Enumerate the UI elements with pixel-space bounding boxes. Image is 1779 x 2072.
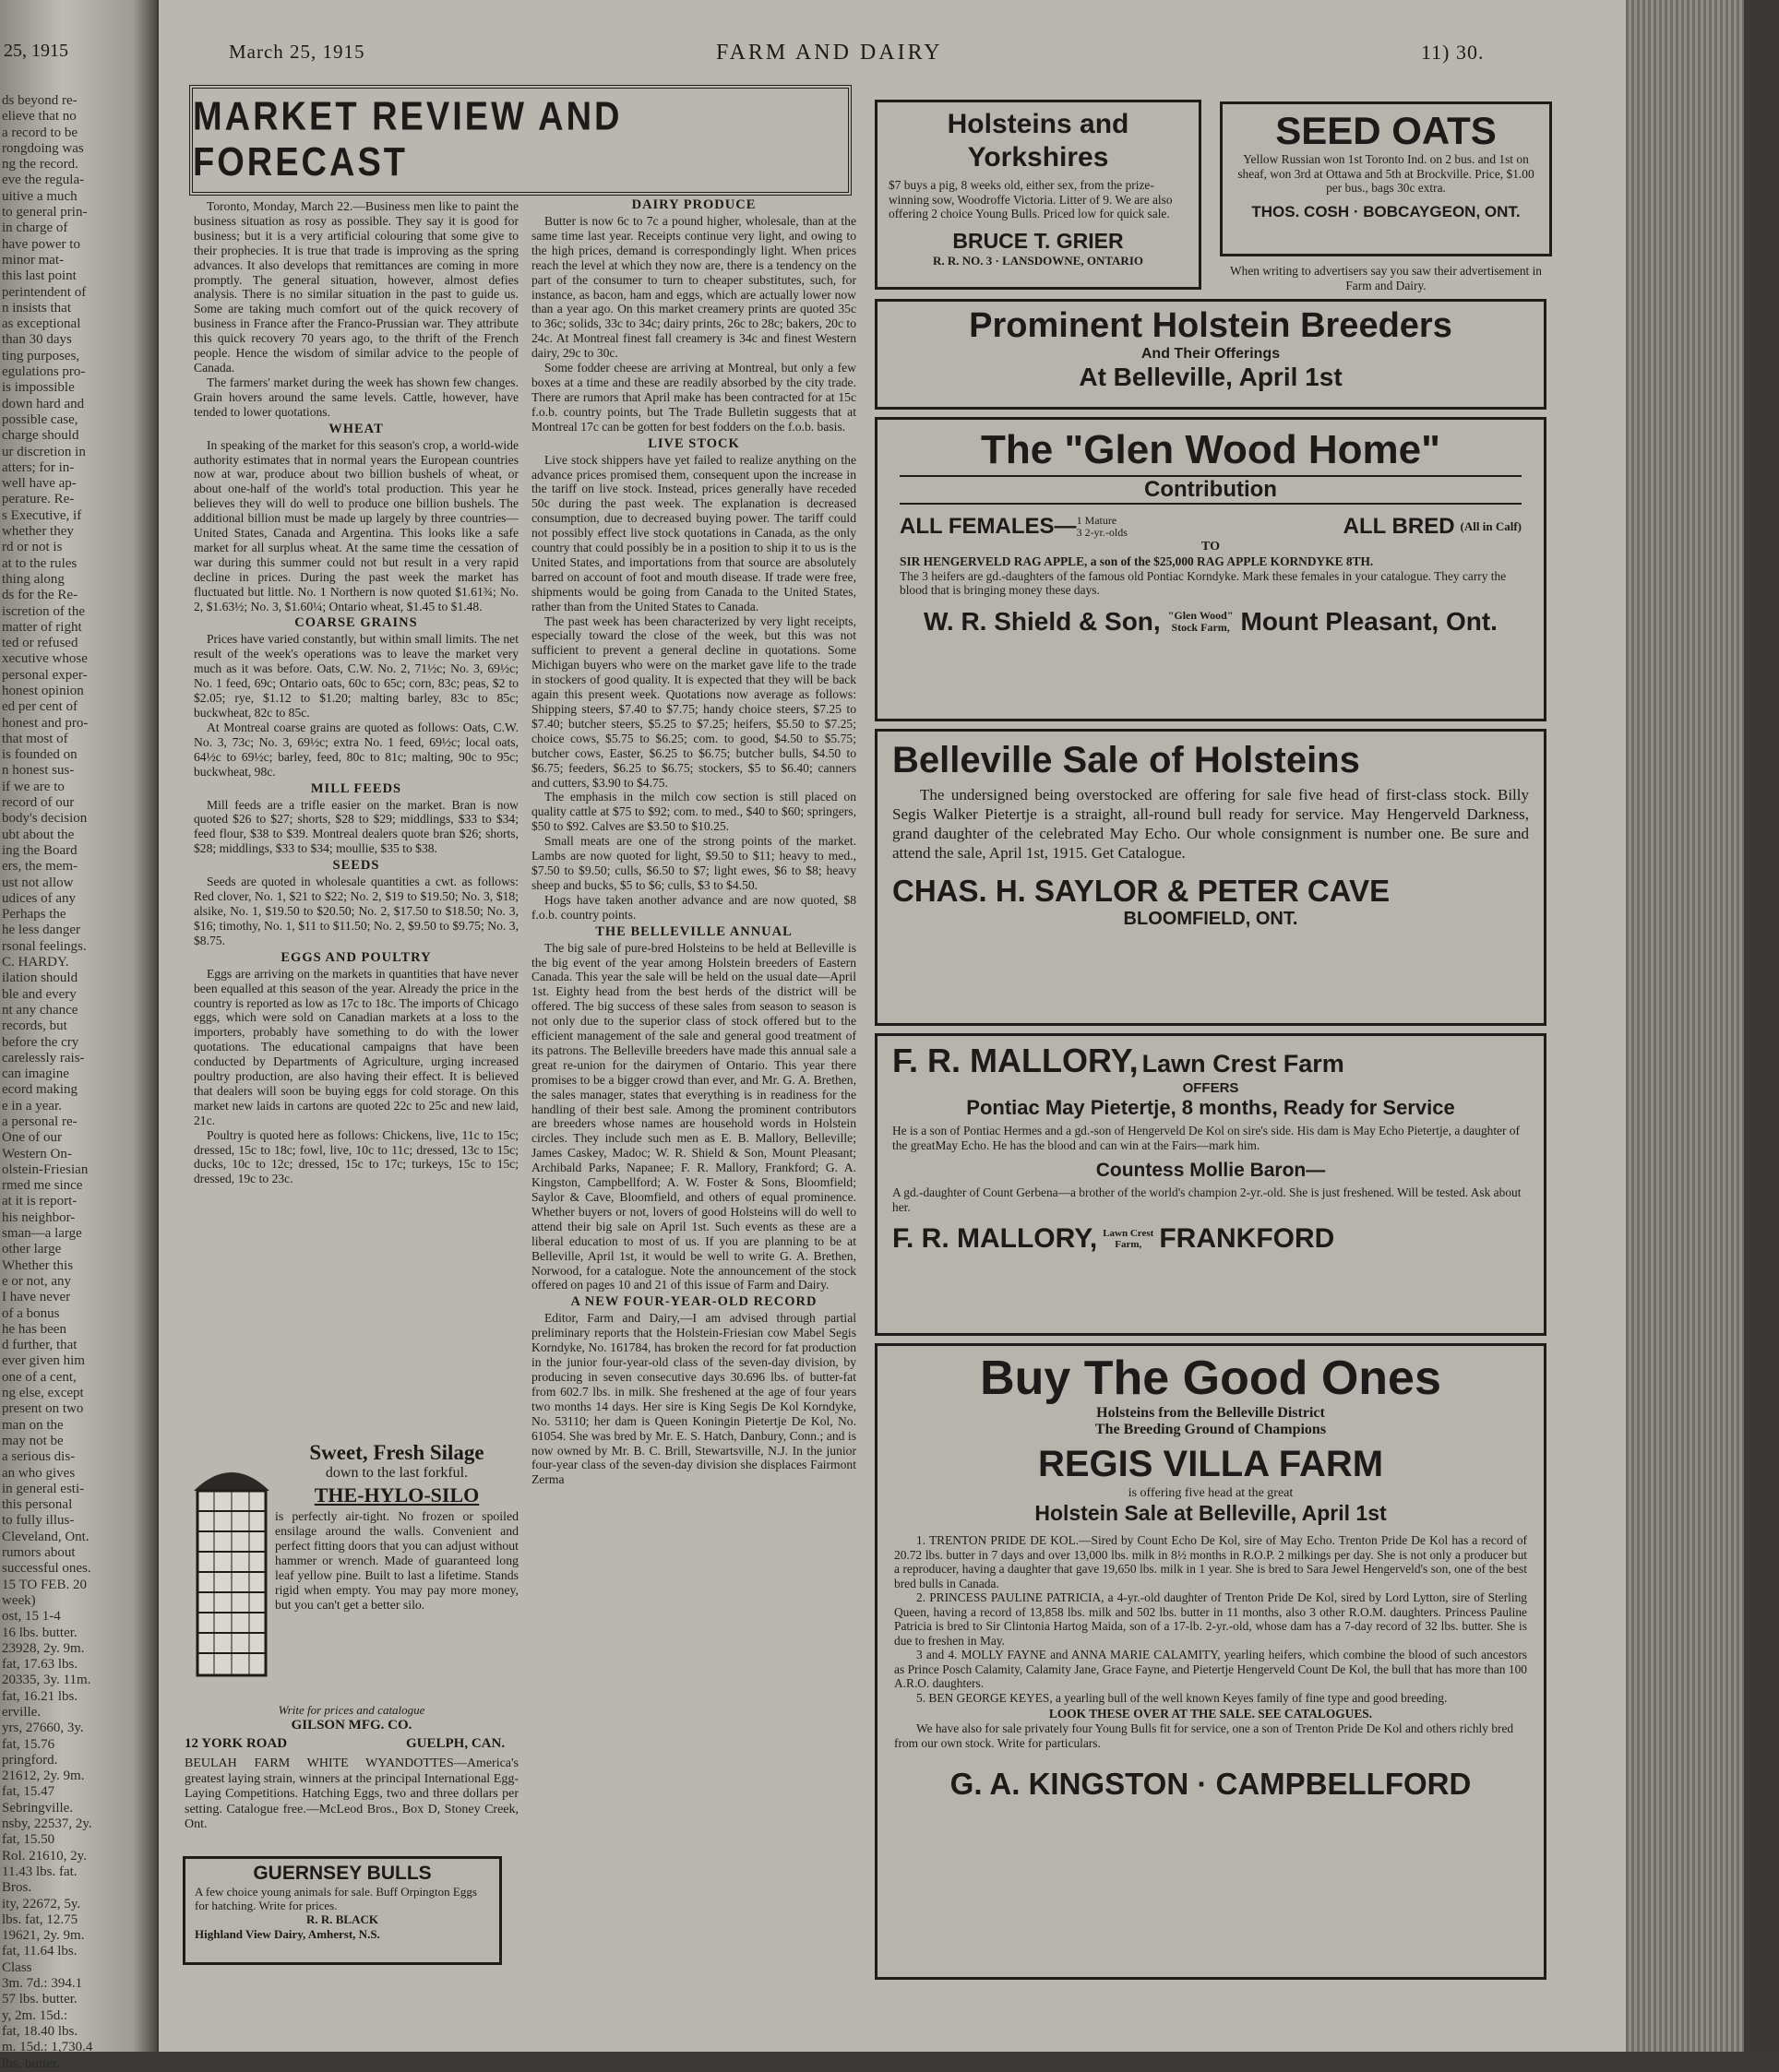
spine-fragment-line: in charge of <box>2 220 68 236</box>
seed-oats-ad <box>1220 101 1552 256</box>
four-year-record-heading: A NEW FOUR-YEAR-OLD RECORD <box>570 1294 818 1310</box>
market-column-2 <box>531 196 856 1944</box>
dairy-paragraph: Some fodder cheese are arriving at Montreal, but only a few boxes at a time and these are readily absorbed by the city trade. There are rumors that April make has been contracted for at 15c f.o.b. country points, but The Trade Bulletin suggests that at Montreal 17c can be gotten for best fodders on the f.o.b. basis. <box>531 361 856 434</box>
seed-oats-title: SEED OATS <box>1275 109 1497 152</box>
spine-fragment-line: ur discretion in <box>2 444 86 459</box>
mature-count: 1 Mature <box>1076 514 1117 527</box>
header-date: March 25, 1915 <box>229 41 365 63</box>
glen-wood-title: The "Glen Wood Home" <box>980 427 1441 472</box>
spine-fragment-line: carelessly rais- <box>2 1050 85 1066</box>
spine-fragment-line: udices of any <box>2 890 76 906</box>
spine-fragment-line: 16 lbs. butter. <box>2 1625 78 1640</box>
spine-fragment-line: 57 lbs. butter. <box>2 1992 78 2007</box>
silo-illustration <box>186 1454 277 1685</box>
spine-fragment-line: of a bonus <box>2 1305 60 1321</box>
hylo-silo-brand: THE-HYLO-SILO <box>314 1483 480 1506</box>
mallory-title: F. R. MALLORY, <box>892 1042 1139 1079</box>
spine-fragment-line: ds beyond re- <box>2 93 78 108</box>
grier-body: $7 buys a pig, 8 weeks old, either sex, from the prize-winning sow, Woodroffe Victoria. Litter of 9. We are also offering 2 choice Young Bulls. Priced low for quick sale. <box>889 178 1173 220</box>
spine-fragment-line: Whether this <box>2 1257 74 1273</box>
mill-feeds-paragraph: Mill feeds are a trifle easier on the market. Bran is now quoted $26 to $27; shorts, $28 to $29; middlings, $33 to $34; feed flour, $38 to $39. Montreal dealers quote bran $26; shorts, $28; middlings, $33 to $34; moullie, $35 to $38. <box>194 797 519 856</box>
spine-fragment-line: thing along <box>2 571 65 587</box>
live-stock-paragraph: Small meats are one of the strong points of the market. Lambs are now quoted for light, $9.50 to $11; heavy to med., $7.50 to $9.50; culls, $6.50 to $7; light ewes, $6 to $8; heavy sheep and bucks, $5 to $6; culls, $3 to $4.50. <box>531 834 856 892</box>
live-stock-paragraph: The past week has been characterized by very light receipts, especially toward the close of the week, but this was not sufficient to prevent a general decline in quotations. Some Michigan buyers who were on the market gave life to the trade in stockers of good quality. It is expected that they will be back again this present week. Quotations now average as follows: Shipping steers, $7.40 to $7.75; handy choice steers, $7.25 to $7.40; butcher steers, $5.25 to $7.25; heifers, $5.50 to $7.25; choice cows, $5.75 to $6.25; com. to good, $4.50 to $5.75; butcher cows, Easter, $6.25 to $6.75; butcher bulls, $4.50 to $6.75; feeders, $6.25 to $6.75; stockers, $5 to $6.40; canners and cutters, $3.90 to $4.75. <box>531 613 856 790</box>
book-edge <box>1744 0 1779 2052</box>
silage-headline: Sweet, Fresh Silage <box>309 1441 484 1464</box>
glen-wood-sire: SIR HENGERVELD RAG APPLE, a son of the $25,000 RAG APPLE KORNDYKE 8TH. <box>900 554 1374 568</box>
spine-fragment-line: present on two <box>2 1401 84 1417</box>
spine-fragment-line: 15 TO FEB. 20 <box>2 1577 87 1592</box>
spine-fragment-line: atters; for in- <box>2 459 75 475</box>
grier-title: Holsteins and Yorkshires <box>947 109 1129 173</box>
spine-fragment-line: this personal <box>2 1497 73 1513</box>
spine-fragment-line: perintendent of <box>2 284 87 300</box>
header-title: FARM AND DAIRY <box>716 41 943 65</box>
kingston-subtitle-1: Holsteins from the Belleville District <box>1096 1405 1325 1421</box>
guernsey-name: R. R. BLACK <box>305 1912 378 1926</box>
shield-place: Mount Pleasant, Ont. <box>1240 606 1498 636</box>
spine-fragment-line: can imagine <box>2 1066 69 1082</box>
spine-fragment-line: Rol. 21610, 2y. <box>2 1848 87 1864</box>
belleville-annual-heading: THE BELLEVILLE ANNUAL <box>595 923 793 939</box>
spine-fragment-line: rsonal feelings. <box>2 938 87 954</box>
coarse-grains-paragraph: Prices have varied constantly, but within small limits. The net result of the week's operations was to leave the market very much as it was before. Oats, C.W. No. 2, 71½c; No. 3, 69½c; No. 1 feed, 69c; Ontario oats, 60c to 65c; corn, 83c; peas, $2 to $2.05; rye, $1.12 to $1.20; malting barley, 83c to 85c; buckwheat, 82c to 85c. <box>194 632 519 720</box>
spine-fragment-line: ever given him <box>2 1353 85 1369</box>
grier-name: BRUCE T. GRIER <box>952 228 1124 253</box>
guernsey-bulls-ad <box>183 1856 502 1965</box>
gilson-city: GUELPH, CAN. <box>406 1736 506 1751</box>
spine-fragment-line: Class <box>2 1959 32 1975</box>
eggs-poultry-heading: EGGS AND POULTRY <box>281 949 432 965</box>
spine-fragment-line: rmed me since <box>2 1178 83 1194</box>
spine-fragment-line: rumors about <box>2 1545 76 1561</box>
coarse-grains-heading: COARSE GRAINS <box>294 615 418 631</box>
farm-small: Farm, <box>1115 1239 1142 1250</box>
spine-fragment-line: ubt about the <box>2 827 75 842</box>
spine-fragment-line: his neighbor- <box>2 1209 76 1225</box>
spine-fragment-line: lbs. fat, 12.75 <box>2 1911 78 1927</box>
spine-fragment-line: ing the Board <box>2 842 78 858</box>
spine-fragment-line: egulations pro- <box>2 364 86 380</box>
kingston-signature: G. A. KINGSTON · CAMPBELLFORD <box>949 1767 1472 1801</box>
spine-fragment-line: I have never <box>2 1290 71 1305</box>
spine-fragment-line: than 30 days <box>2 332 72 348</box>
spine-fragment-line: d further, that <box>2 1338 78 1353</box>
spine-fragment-line: ity, 22672, 5y. <box>2 1896 81 1911</box>
spine-fragment-line: successful ones. <box>2 1561 91 1577</box>
mallory-lawn-crest-ad <box>875 1033 1546 1336</box>
previous-page-text <box>0 93 157 2072</box>
shield-name: W. R. Shield & Son, <box>924 606 1161 636</box>
live-stock-paragraph: Hogs have taken another advance and are now quoted, $8 f.o.b. country points. <box>531 892 856 922</box>
silo-write-note: Write for prices and catalogue <box>278 1703 425 1717</box>
spine-fragment-line: elieve that no <box>2 109 77 125</box>
spine-fragment-line: he less danger <box>2 923 80 938</box>
live-stock-paragraph: The emphasis in the milch cow section is still placed on quality cattle at $75 to $92; com. to med., $40 to $60; springers, $50 to $92. Calves are $3.50 to $10.25. <box>531 790 856 834</box>
spine-fragment-line: n honest sus- <box>2 763 75 779</box>
spine-fragment-line: ng the record. <box>2 157 78 173</box>
mallory-bull-body: He is a son of Pontiac Hermes and a gd.-son of Hengerveld De Kol on sire's side. His dam is May Echo Pietertje, a daughter of the greatMay Echo. He has the blood and can win at the Fairs—mark him. <box>892 1124 1520 1152</box>
grier-address: R. R. NO. 3 · LANSDOWNE, ONTARIO <box>932 253 1143 268</box>
beulah-text: BEULAH FARM WHITE WYANDOTTES—America's greatest laying strain, winners at the principal International Egg-Laying Competitions. Hatching Eggs, two and three dollars per setting. Catalogue free.—McLeod Bros., Box D, Stoney Creek, Ont. <box>185 1756 519 1832</box>
spine-fragment-line: matter of right <box>2 619 82 635</box>
belleville-sale-ad <box>875 729 1546 1026</box>
spine-fragment-line: is impossible <box>2 380 75 396</box>
kingston-item: 1. TRENTON PRIDE DE KOL.—Sired by Count Echo De Kol, sire of May Echo. Trenton Pride De Kol has a record of 20.72 lbs. butter in 7 days and over 13,000 lbs. milk in 8½ months in R.O.P. 2 milkings per day. She is not only a producer but a reproducer, having a daughter that gave 19,650 lbs. milk in 1 year. She is bred to Sara Jewel Hengerveld's son, one of the best bred bulls in Canada. <box>894 1533 1527 1590</box>
spine-fragment-line: other large <box>2 1242 62 1257</box>
spine-fragment-line: nsby, 22537, 2y. <box>2 1816 92 1832</box>
spine-fragment-line: in general esti- <box>2 1481 85 1496</box>
spine-fragment-line: honest and pro- <box>2 715 89 731</box>
all-in-calf: (All in Calf) <box>1460 519 1522 533</box>
glen-wood-farm-name: "Glen Wood" <box>1167 608 1234 622</box>
spine-fragment-line: personal exper- <box>2 667 88 683</box>
dairy-produce-heading: DAIRY PRODUCE <box>631 197 757 212</box>
kingston-sale-line: Holstein Sale at Belleville, April 1st <box>1034 1501 1387 1525</box>
spine-fragment-line: ble and every <box>2 986 77 1002</box>
spine-fragment-line: Bros. <box>2 1880 32 1896</box>
mallory-bull-title: Pontiac May Pietertje, 8 months, Ready for Service <box>966 1096 1455 1119</box>
spine-fragment-line: ust not allow <box>2 875 74 890</box>
spine-fragment-line: is founded on <box>2 747 78 763</box>
spine-fragment-line: to fully illus- <box>2 1513 75 1529</box>
spine-fragment-line: at to the rules <box>2 555 78 571</box>
countess-mollie-body: A gd.-daughter of Count Gerbena—a brother of the world's champion 2-yr.-old. She is just freshened. Will be tested. Ask about her. <box>892 1185 1522 1214</box>
previous-page-date: 25, 1915 <box>4 41 68 61</box>
poultry-paragraph: Poultry is quoted here as follows: Chickens, live, 11c to 15c; dressed, 15c to 18c; fowl, live, 10c to 11c; dressed, 13c to 15c; ducks, 10c to 12c; dressed, 15c to 17c; turkeys, 15c to 15c; dressed, 19c to 23c. <box>194 1127 519 1186</box>
regis-villa-farm-name: REGIS VILLA FARM <box>1037 1444 1384 1484</box>
spine-fragment-line: Perhaps the <box>2 907 66 923</box>
spine-fragment-line: 3m. 7d.: 394.1 <box>2 1976 83 1992</box>
wheat-heading: WHEAT <box>328 421 384 436</box>
belleville-annual-paragraph: The big sale of pure-bred Holsteins to be held at Belleville is the big event of the year among Holstein breeders of Eastern Canada. This year the sale will be held on the usual date—April 1st. Eighty head from the best herds of the district will be offered. The big success of these sales from season to season is not only due to the superior class of stock offered but to the efficient management of the sale and general good treatment of its patrons. The Belleville breeders have made this annual sale a great re-union for the dairymen of Ontario. This year there promises to be a bigger crowd than ever, and Mr. G. A. Brethen, the sales manager, states that everything is in readiness for the handling of their best sale. Among the prominent contributors are breeders whose names are household words in Holstein circles. They include such men as E. B. Mallory, Belleville; James Caskey, Madoc; W. R. Shield & Son, Mount Pleasant; Archibald Parks, Napanee; F. R. Mallory, Frankford; G. A. Kingston, Campbellford; A. W. Foster & Sons, Bloomfield; Saylor & Cave, Bloomfield, and others of equal prominence. Whether buyers or not, lovers of good Holsteins will do well to attend their big sale on April 1st. Such events as these are a liberal education to most of us. If you are planning to be at Belleville, April 1st, it would be well to write G. A. Brethen, Norwood, for a catalogue. Note the announcement of the stock offered on pages 10 and 21 of this issue of Farm and Dairy. <box>531 940 856 1292</box>
spine-fragment-line: have power to <box>2 236 80 252</box>
spine-fragment-line: m. 15d.: 1,730.4 <box>2 2040 93 2055</box>
eggs-paragraph: Eggs are arriving on the markets in quantities that have never been equalled at this season of the year. Already the price in the country is reported as low as 17c to 18c. The imports of Chicago eggs, which were sold on Canadian markets at a loss to the importers, probably have something to do with the lower quotations. The educational campaigns that have been conducted by Departments of Agriculture, urging increased poultry production, are also having their effect. It is believed that dealers will soon be buying eggs for cold storage. On this market new laids in cartons are quoted 22c to 25c and new laid, 21c. <box>194 966 519 1127</box>
spine-fragment-line: man on the <box>2 1417 64 1433</box>
kingston-item: 2. PRINCESS PAULINE PATRICIA, a 4-yr.-old daughter of Trenton Pride De Kol, sired by Lord Lytton, sire of Sterling Queen, having a record of 13,858 lbs. milk and 502 lbs. butter in 11 months, also 3 other R.O.M. daughters. Princess Pauline Patricia is bred to Sir Clintonia Hartog Maida, son of a 17-lb. 2-yr.-old, whose dam has a 7-day record of 32 lbs. butter. She is due to freshen in May. <box>894 1590 1527 1648</box>
spine-fragment-line: 11.43 lbs. fat. <box>2 1864 78 1879</box>
spine-fragment-line: C. HARDY. <box>2 955 69 971</box>
kingston-look-note: LOOK THESE OVER AT THE SALE. SEE CATALOGUES. <box>1048 1707 1373 1721</box>
spine-fragment-line: well have ap- <box>2 476 77 492</box>
coarse-grains-paragraph: At Montreal coarse grains are quoted as follows: Oats, C.W. No. 3, 73c; No. 3, 69½c; extra No. 1 feed, 69½c; local oats, 64½c to 69½c; barley, feed, 80c to 81c; malting, 90c to 95c; buckwheat, 98c. <box>194 720 519 779</box>
spine-fragment-line: One of our <box>2 1130 62 1146</box>
spine-fragment-line: rd or not is <box>2 540 63 555</box>
glen-wood-body: The 3 heifers are gd.-daughters of the famous old Pontiac Korndyke. Mark these females in your catalogue. They carry the blood that is bringing money these days. <box>900 568 1507 597</box>
spine-fragment-line: y, 2m. 15d.: <box>2 2007 68 2023</box>
spine-fragment-line: Cleveland, Ont. <box>2 1529 90 1544</box>
spine-fragment-line: s Executive, if <box>2 507 82 523</box>
spine-fragment-line: yrs, 27660, 3y. <box>2 1721 84 1736</box>
lawn-crest-title: Lawn Crest Farm <box>1141 1050 1344 1078</box>
spine-fragment-line: records, but <box>2 1018 67 1034</box>
spine-fragment-line: fat, 18.40 lbs. <box>2 2023 78 2039</box>
spine-fragment-line: ecord making <box>2 1082 78 1098</box>
grier-holsteins-yorkshires-ad <box>875 100 1201 290</box>
dairy-paragraph: Butter is now 6c to 7c a pound higher, wholesale, than at the same time last year. Receipts continue very light, and owing to the high prices, demand is correspondingly light. When prices reach the level at which they now are, there is a tendency on the part of the consumer to turn to cheaper substitutes, such, for instance, as bacon, ham and eggs, which are actually lower now than a year ago. On this market creamery prints are quoted 35c to 36c; solids, 33c to 34c; dairy prints, 26c to 28c; bakers, 20c to 24c. At Montreal finest fall creamery is 34c and finest Western dairy, 29c to 30c. <box>531 214 856 361</box>
regis-villa-farm-ad <box>875 1343 1546 1980</box>
spine-fragment-line: honest opinion <box>2 683 84 698</box>
spine-fragment-line: ds for the Re- <box>2 588 78 603</box>
saylor-cave-place: BLOOMFIELD, ONT. <box>1123 909 1298 929</box>
spine-fragment-line: iscretion of the <box>2 603 85 619</box>
glen-wood-to: TO <box>1201 540 1220 554</box>
spine-fragment-line: if we are to <box>2 779 65 794</box>
belleville-sale-title: Belleville Sale of Holsteins <box>892 740 1360 780</box>
spine-fragment-line: olstein-Friesian <box>2 1161 89 1177</box>
spine-fragment-line: ng else, except <box>2 1386 84 1401</box>
seeds-heading: SEEDS <box>332 858 380 874</box>
spine-fragment-line: Sebringville. <box>2 1800 74 1816</box>
spine-fragment-line: ted or refused <box>2 636 78 651</box>
intro-paragraph: The farmers' market during the week has shown few changes. Grain hovers around the same levels. Cattle, however, have tended to lower quotations. <box>194 375 519 419</box>
all-bred: ALL BRED <box>1343 514 1455 539</box>
all-females: ALL FEMALES— <box>900 514 1077 539</box>
guernsey-title: GUERNSEY BULLS <box>253 1863 432 1884</box>
kingston-offering: is offering five head at the great <box>1128 1486 1294 1500</box>
market-review-masthead <box>189 85 852 196</box>
spine-fragment-line: pringford. <box>2 1752 58 1768</box>
mallory-offers: OFFERS <box>1182 1080 1239 1096</box>
intro-paragraph: Toronto, Monday, March 22.—Business men like to paint the business situation as rosy as possible. They say it is good for business; but it is a very artificial colouring that some give to their prophecies. It is true that trade is improving as the spring advances. It also develops that remittances are coming in more promptly. The general situation, however, almost defies analysis. There is no similar situation in the past to guide us. Some are taking much comfort out of the quick recovery of business in France after the Franco-Prussian war. They attribute this quick recovery 70 years ago, to the thrift of the French people. Hence the wisdom of similar advice to the people of Canada. <box>194 199 519 375</box>
spine-fragment-line: uitive a much <box>2 188 78 204</box>
mallory-signature: F. R. MALLORY, <box>892 1223 1098 1254</box>
spine-fragment-line: eve the regula- <box>2 173 85 188</box>
spine-fragment-line: nt any chance <box>2 1002 78 1018</box>
spine-fragment-line: fat, 17.63 lbs. <box>2 1657 78 1673</box>
spine-fragment-line: e or not, any <box>2 1273 71 1289</box>
spine-fragment-line: fat, 16.21 lbs. <box>2 1688 78 1704</box>
spine-fragment-line: before the cry <box>2 1034 79 1050</box>
spine-fragment-line: 23928, 2y. 9m. <box>2 1640 85 1656</box>
spine-fragment-line: as exceptional <box>2 316 81 332</box>
wheat-paragraph: In speaking of the market for this season's crop, a world-wide authority estimates that in normal years the European countries now at war, produce about two billion bushels of wheat, or about one-half of the world's total production. This year he believes they will do well to produce one billion bushels. The additional billion must be made up largely by three countries—United States, Canada and Argentina. This looks like a safe market for all surplus wheat. At the same time the cessation of war during this summer could not but result in a very rapid decline in prices. During the past week the market has fluctuated but little. No. 1 Northern is now quoted $1.61¾; No. 2, $1.63½; No. 3, $1.60¼; Ontario wheat, $1.45 to $1.48. <box>194 437 519 613</box>
live-stock-heading: LIVE STOCK <box>648 435 740 451</box>
kingston-item: 3 and 4. MOLLY FAYNE and ANNA MARIE CALAMITY, yearling heifers, which combine the blood of such ancestors as Prince Posch Calamity, Calamity Jane, Grace Fayne, and Pietertje Hengerveld Count De Kol, the bull that has more than 100 A.R.O. daughters. <box>894 1648 1527 1690</box>
glen-wood-stock-farm: Stock Farm, <box>1171 620 1230 634</box>
mill-feeds-heading: MILL FEEDS <box>310 780 402 796</box>
prominent-breeders-banner <box>875 299 1546 410</box>
spine-fragment-line: e in a year. <box>2 1098 62 1113</box>
guernsey-body: A few choice young animals for sale. Buff Orpington Eggs for hatching. Write for prices. <box>195 1885 477 1912</box>
spine-fragment-line: fat, 15.47 <box>2 1784 55 1800</box>
spine-fragment-line: he has been <box>2 1321 66 1337</box>
spine-fragment-line: xecutive whose <box>2 651 88 667</box>
spine-fragment-line: fat, 15.50 <box>2 1832 55 1848</box>
page-number: 11) 30. <box>1421 41 1485 64</box>
spine-fragment-line: fat, 11.64 lbs. <box>2 1944 78 1959</box>
prominent-subtitle: And Their Offerings <box>1140 346 1281 362</box>
spine-fragment-line: body's decision <box>2 811 88 827</box>
glen-wood-contribution: Contribution <box>900 475 1522 505</box>
kingston-also: We have also for sale privately four Young Bulls fit for service, one a son of Trenton Pride De Kol and others richly bred from our own stock. Write for particulars. <box>894 1721 1514 1750</box>
spine-fragment-line: 21612, 2y. 9m. <box>2 1768 85 1784</box>
lawn-crest-small: Lawn Crest <box>1103 1228 1154 1239</box>
glen-wood-home-ad <box>875 417 1546 721</box>
prominent-date: At Belleville, April 1st <box>1079 363 1343 391</box>
guernsey-address: Highland View Dairy, Amherst, N.S. <box>195 1927 380 1941</box>
saylor-cave-names: CHAS. H. SAYLOR & PETER CAVE <box>892 874 1391 908</box>
spine-fragment-line: lbs. butter. <box>2 2055 60 2071</box>
spine-fragment-line: erville. <box>2 1704 42 1720</box>
spine-fragment-line: minor mat- <box>2 252 65 268</box>
hylo-silo-ad <box>185 1441 519 1718</box>
spine-fragment-line: one of a cent, <box>2 1369 77 1385</box>
market-column-1 <box>194 199 519 1437</box>
spine-fragment-line: record of our <box>2 795 75 811</box>
spine-fragment-line: ed per cent of <box>2 699 78 715</box>
spine-fragment-line: n insists that <box>2 300 72 316</box>
mallory-frankford: FRANKFORD <box>1159 1223 1335 1254</box>
two-year-olds-count: 3 2-yr.-olds <box>1076 526 1128 539</box>
spine-fragment-line: ilation should <box>2 971 78 986</box>
seed-oats-body: Yellow Russian won 1st Toronto Ind. on 2 bus. and 1st on sheaf, won 3rd at Ottawa and 5th at Brockville. Price, $1.00 per bus., bags 30c extra. <box>1237 152 1534 195</box>
spine-fragment-line: 19621, 2y. 9m. <box>2 1928 85 1944</box>
spine-fragment-line: charge should <box>2 428 79 444</box>
advertiser-note: When writing to advertisers say you saw their advertisement in Farm and Dairy. <box>1229 264 1543 292</box>
beulah-farm-ad <box>185 1756 519 1856</box>
spine-fragment-line: may not be <box>2 1433 64 1448</box>
previous-page-spine <box>0 0 157 2071</box>
spine-fragment-line: Western On- <box>2 1146 72 1161</box>
spine-fragment-line: at it is report- <box>2 1194 78 1209</box>
four-year-record-paragraph: Editor, Farm and Dairy,—I am advised through partial preliminary reports that the Holstein-Friesian cow Mabel Segis Korndyke, No. 161784, has broken the record for fat production in the junior four-year-old class of the seven-day division, by producing in seven consecutive days 30.696 lbs. of butter-fat from 602.7 lbs. in milk. She freshened at the age of four years two months 14 days. Her sire is King Segis De Kol Korndyke, No. 53110; her dam is Queen Koningin Pietertje De Kol, No. 61054. She was bred by Mr. E. S. Hatch, Danbury, Conn.; and is now owned by Mr. B. C. Brill, Stewartsville, N.J. In the junior four-year class of the seven-day division she displaces Fairmont Zerma <box>531 1311 856 1487</box>
spine-fragment-line: week) <box>2 1592 36 1608</box>
kingston-subtitle-2: The Breeding Ground of Champions <box>1094 1422 1327 1437</box>
seed-oats-seller: THOS. COSH · BOBCAYGEON, ONT. <box>1251 202 1521 220</box>
spine-fragment-line: fat, 15.76 <box>2 1736 55 1752</box>
spine-fragment-line: whether they <box>2 524 74 540</box>
masthead-title: MARKET REVIEW AND FORECAST <box>193 94 623 185</box>
spine-fragment-line: a serious dis- <box>2 1449 76 1465</box>
spine-fragment-line: ost, 15 1-4 <box>2 1609 61 1625</box>
buy-good-ones-title: Buy The Good Ones <box>980 1352 1441 1405</box>
spine-fragment-line: sman—a large <box>2 1226 82 1242</box>
belleville-sale-body: The undersigned being overstocked are offering for sale five head of first-class stock. Billy Segis Walker Pietertje is a straight, all-round bull ready for service. May Hengerveld Darkness, grand daughter of the celebrated May Echo. Our whole consignment is number one. Be sure and attend the sale, April 1st, 1915. Get Catalogue. <box>892 786 1529 862</box>
spine-fragment-line: to general prin- <box>2 205 88 220</box>
live-stock-paragraph: Live stock shippers have yet failed to realize anything on the advance prices promised them, consequent upon the increase in the tariff on live stock. Instead, prices generally have receded 50c during the past week. The explanation is decreased consumption, due to decreased buying power. The tariff could not possibly effect live stock quotations in Canada, as the only country that could possibly be in a position to ship it to us is the United States, and importations from that source are absolutely barred on account of foot and mouth disease. If trade were free, shipments would be going from Canada to the United States, rather than from the United States to Canada. <box>531 452 856 613</box>
prominent-title: Prominent Holstein Breeders <box>969 306 1452 345</box>
gilson-company: GILSON MFG. CO. <box>291 1718 412 1733</box>
spine-fragment-line: this last point <box>2 268 77 284</box>
countess-mollie-title: Countess Mollie Baron— <box>1095 1160 1326 1181</box>
gilson-address: 12 YORK ROAD <box>185 1736 288 1751</box>
spine-fragment-line: ers, the mem- <box>2 859 78 875</box>
spine-fragment-line: possible case, <box>2 411 78 427</box>
spine-fragment-line: a record to be <box>2 125 78 140</box>
spine-fragment-line: perature. Re- <box>2 492 75 507</box>
spine-fragment-line: ting purposes, <box>2 348 80 363</box>
spine-fragment-line: rongdoing was <box>2 140 84 156</box>
silo-description: is perfectly air-tight. No frozen or spoiled ensilage around the walls. Convenient and perfect fitting doors that you can adjust without hammer or wrench. Made of guaranteed long leaf yellow pine. Built to last a lifetime. Stands rigid when empty. You may pay more money, but you can't get a better silo. <box>275 1509 519 1612</box>
spine-fragment-line: an who gives <box>2 1465 76 1481</box>
spine-fragment-line: down hard and <box>2 396 85 411</box>
spine-fragment-line: that most of <box>2 731 68 746</box>
spine-fragment-line: 20335, 3y. 11m. <box>2 1673 91 1688</box>
seeds-paragraph: Seeds are quoted in wholesale quantities a cwt. as follows: Red clover, No. 1, $21 to $22; No. 2, $19 to $19.50; No. 3, $18; alsike, No. 1, $19.50 to $20.50; No. 2, $17.50 to $18.50; No. 3, $16; timothy, No. 1, $11 to $11.50; No. 2, $9.50 to $9.75; No. 3, $8.75. <box>194 875 519 947</box>
spine-fragment-line: a personal re- <box>2 1114 78 1129</box>
silage-subline: down to the last forkful. <box>325 1465 469 1481</box>
kingston-item: 5. BEN GEORGE KEYES, a yearling bull of the well known Keyes family of fine type and good breeding. <box>916 1690 1448 1705</box>
